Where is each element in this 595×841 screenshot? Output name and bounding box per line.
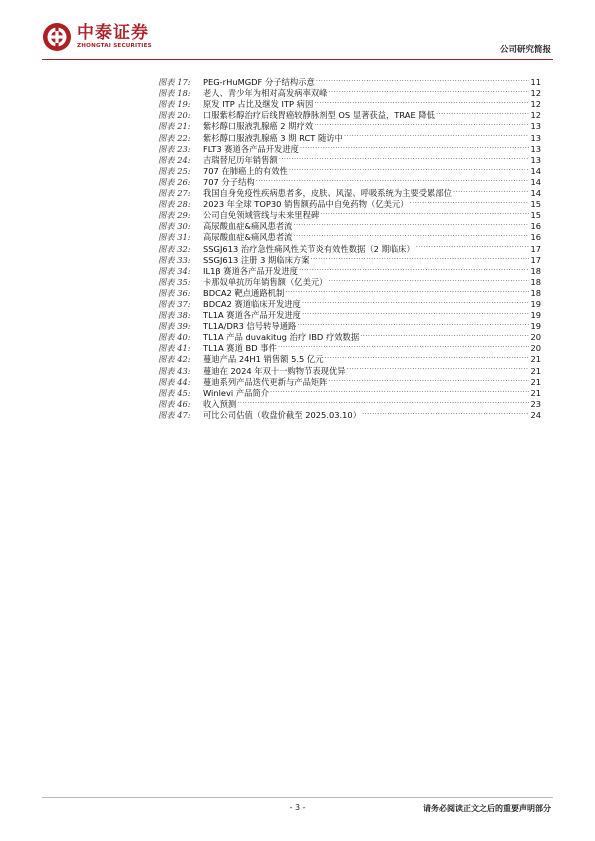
toc-dot-leader [284,285,529,296]
toc-entry-label: 图表 17: [158,77,191,88]
toc-entry-page: 13 [530,154,541,165]
toc-dot-leader [409,196,529,207]
toc-entry-label: 图表 30: [158,221,191,232]
toc-entry-label: 图表 18: [158,88,191,99]
toc-entry-label: 图表 46: [158,398,191,409]
toc-dot-leader [315,74,529,85]
toc-dot-leader [327,274,529,285]
toc-entry-page: 11 [530,77,541,88]
logo-chinese-name: 中泰证券 [77,23,149,43]
toc-entry-label: 图表 27: [158,188,191,199]
toc-entry-title: 707 分子结构 [203,176,255,187]
toc-dot-leader [324,351,530,362]
toc-entry-title: TL1A 产品 duvakitug 治疗 IBD 疗效数据 [203,332,360,343]
toc-entry-page: 18 [530,287,541,298]
toc-entry-title: 707 在肺癌上的有效性 [203,165,288,176]
toc-entry-label: 图表 42: [158,354,191,365]
toc-entry-label: 图表 28: [158,199,191,210]
toc-entry-title: 高尿酸血症&痛风患者流 [203,221,293,232]
toc-entry-title: 紫杉醇口服液乳腺癌 3 期 RCT 随访中 [203,132,343,143]
toc-dot-leader [255,174,529,185]
toc-entry-title: SSGJ613 注册 3 期临床方案 [203,254,310,265]
toc-entry-page: 19 [530,321,541,332]
toc-entry-label: 图表 31: [158,232,191,243]
toc-entry-title: 蔓迪系列产品迭代更新与产品矩阵 [203,376,328,387]
toc-dot-leader [277,340,529,351]
toc-dot-leader [313,118,529,129]
disclaimer-text: 请务必阅读正文之后的重要声明部分 [423,804,551,813]
toc-entry-page: 24 [530,409,541,420]
toc-entry-page: 21 [530,376,541,387]
toc-entry-title: 2023 年全球 TOP30 销售额药品中自免药物（亿美元） [203,199,409,210]
toc-entry-title: TL1A/DR3 信号转导通路 [203,321,297,332]
toc-dot-leader [452,185,529,196]
toc-entry-title: 我国自身免疫性疾病患者多，皮肤、风湿、呼吸系统为主要受累部位 [203,188,452,199]
toc-dot-leader [296,318,529,329]
toc-entry-page: 14 [530,188,541,199]
toc-dot-leader [292,229,529,240]
toc-entry-title: BDCA2 赛道临床开发进度 [203,298,301,309]
toc-entry-page: 12 [530,110,541,121]
toc-entry-label: 图表 38: [158,310,191,321]
toc-entry-label: 图表 26: [158,176,191,187]
toc-entry-title: BDCA2 靶点通路机制 [203,287,285,298]
logo-english-name: ZHONGTAI SECURITIES [77,43,152,49]
toc-dot-leader [278,152,529,163]
toc-entry-title: 高尿酸血症&痛风患者流 [203,232,293,243]
toc-entry-label: 图表 22: [158,132,191,143]
toc-dot-leader [343,129,529,140]
company-logo [42,22,152,52]
toc-entry-page: 19 [530,310,541,321]
toc-entry-label: 图表 47: [158,409,191,420]
header-divider [42,59,553,60]
toc-entry-title: SSGJ613 治疗急性痛风性关节炎有效性数据（2 期临床） [203,243,415,254]
toc-entry-page: 21 [530,365,541,376]
toc-dot-leader [319,207,529,218]
toc-dot-leader [299,141,529,152]
toc-entry-page: 17 [530,254,541,265]
toc-entry-title: 吉瑞替尼历年销售额 [203,154,278,165]
footer-divider [42,797,553,798]
toc-dot-leader [415,240,529,251]
toc-dot-leader [310,252,529,263]
toc-dot-leader [346,362,529,373]
toc-entry-page: 21 [530,387,541,398]
toc-entry-title: TL1A 赛道各产品开发进度 [203,310,301,321]
toc-entry-label: 图表 33: [158,254,191,265]
page-number: - 3 - [289,803,306,812]
toc-entry-title: Winlevi 产品简介 [203,387,270,398]
toc-entry-page: 18 [530,265,541,276]
toc-entry-page: 13 [530,132,541,143]
toc-entry-title: 原发 ITP 占比及继发 ITP 病因 [203,99,314,110]
toc-entry-label: 图表 43: [158,365,191,376]
zhongtai-logo-icon [42,22,72,52]
toc-entry[interactable] [158,74,541,88]
toc-entry-title: 蔓迪在 2024 年双十一购物节表现优异 [203,365,346,376]
logo-wordmark [77,24,152,50]
toc-dot-leader [435,107,529,118]
toc-dot-leader [327,85,529,96]
toc-entry-label: 图表 44: [158,376,191,387]
toc-entry-page: 16 [530,221,541,232]
toc-entry-label: 图表 34: [158,265,191,276]
toc-entry-title: 老人、青少年为相对高发病率双峰 [203,88,328,99]
toc-entry-label: 图表 20: [158,110,191,121]
toc-entry-page: 14 [530,165,541,176]
toc-entry-page: 18 [530,276,541,287]
toc-entry-label: 图表 21: [158,121,191,132]
toc-entry-page: 16 [530,232,541,243]
toc-entry-label: 图表 19: [158,99,191,110]
toc-entry-page: 15 [530,199,541,210]
toc-dot-leader [301,307,529,318]
toc-entry-page: 17 [530,243,541,254]
toc-dot-leader [288,163,529,174]
toc-entry-title: PEG-rHuMGDF 分子结构示意 [203,77,315,88]
toc-entry-title: 紫杉醇口服液乳腺癌 2 期疗效 [203,121,314,132]
toc-entry-label: 图表 29: [158,210,191,221]
figure-index-list [158,74,541,418]
toc-dot-leader [236,396,529,407]
toc-entry-page: 13 [530,121,541,132]
toc-entry-title: TL1A 赛道 BD 事件 [203,343,277,354]
document-type: 公司研究简报 [499,45,551,55]
toc-entry-title: 口服紫杉醇治疗后线胃癌较静脉剂型 OS 显著获益，TRAE 降低 [203,110,435,121]
toc-entry-page: 19 [530,298,541,309]
toc-dot-leader [361,407,529,418]
toc-entry-page: 13 [530,143,541,154]
toc-dot-leader [292,218,529,229]
toc-dot-leader [269,385,529,396]
toc-entry-label: 图表 41: [158,343,191,354]
toc-dot-leader [298,263,529,274]
toc-entry-title: 公司自免领域管线与未来里程碑 [203,210,320,221]
toc-entry-label: 图表 32: [158,243,191,254]
toc-entry-label: 图表 25: [158,165,191,176]
toc-entry-page: 20 [530,343,541,354]
toc-entry-title: IL1β 赛道各产品开发进度 [203,265,298,276]
toc-entry-title: 可比公司估值（收盘价截至 2025.03.10） [203,409,362,420]
toc-entry-page: 21 [530,354,541,365]
toc-entry-page: 12 [530,99,541,110]
toc-dot-leader [359,329,529,340]
toc-entry-label: 图表 36: [158,287,191,298]
toc-entry-title: 收入预测 [203,398,237,409]
toc-entry-label: 图表 45: [158,387,191,398]
toc-entry-title: FLT3 赛道各产品开发进度 [203,143,299,154]
toc-entry-page: 20 [530,332,541,343]
toc-entry-title: 蔓迪产品 24H1 销售额 5.5 亿元 [203,354,324,365]
toc-entry-label: 图表 40: [158,332,191,343]
toc-entry-page: 23 [530,398,541,409]
toc-entry-label: 图表 24: [158,154,191,165]
toc-entry-title: 卡那奴单抗历年销售额（亿美元） [203,276,328,287]
toc-entry-label: 图表 35: [158,276,191,287]
toc-dot-leader [327,374,529,385]
toc-entry-page: 15 [530,210,541,221]
toc-dot-leader [313,96,529,107]
toc-entry-label: 图表 37: [158,298,191,309]
toc-entry-page: 12 [530,88,541,99]
toc-entry-label: 图表 23: [158,143,191,154]
toc-entry-page: 14 [530,176,541,187]
toc-entry-label: 图表 39: [158,321,191,332]
toc-dot-leader [301,296,529,307]
